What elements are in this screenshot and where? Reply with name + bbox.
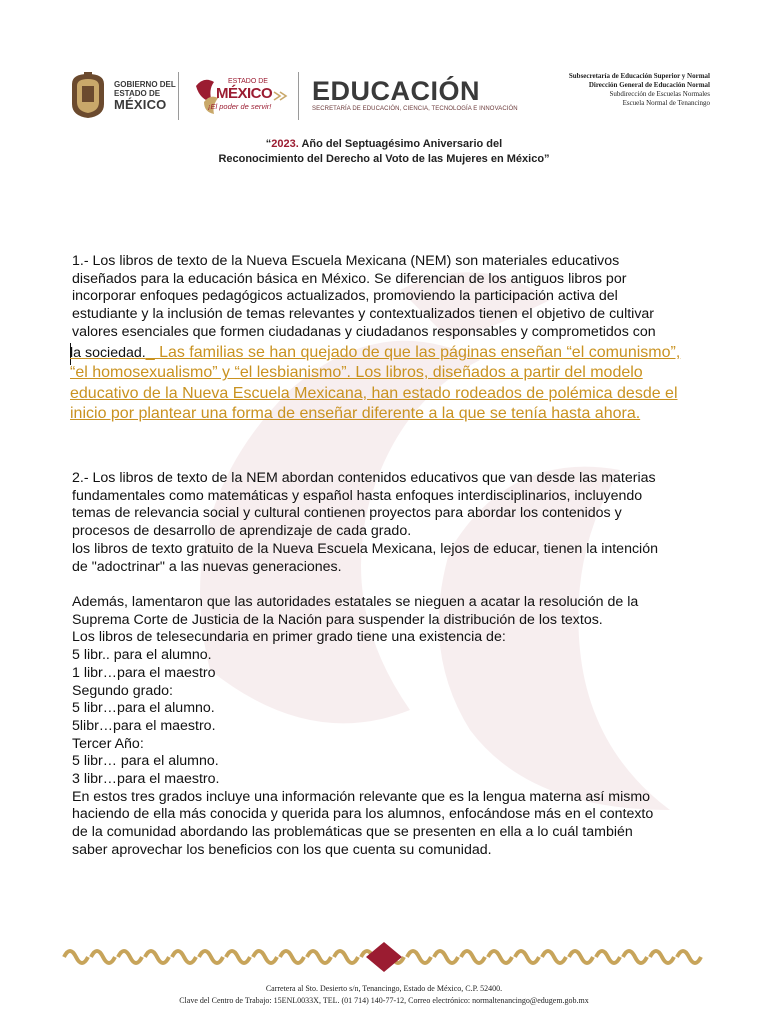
ornament-swirl [461,951,485,963]
highlight-line: inicio por plantear una forma de enseñar diferente a la que se tenía hasta ahora. [70,404,641,422]
text-line: 5 libr…para el alumno. [72,700,215,717]
gob-line-1: GOBIERNO DEL [114,80,176,89]
text-line: diseñados para la educación básica en México. Se diferencian de los antiguos libros por [72,270,627,287]
ornament-swirl [64,951,88,963]
text-line: saber aprovechar los beneficios con los que cuenta su comunidad. [72,841,492,858]
ornament-swirl [199,951,223,963]
highlighted-edit [70,343,720,424]
section-2-text [72,470,712,576]
text-line: Además, lamentaron que las autoridades estatales se nieguen a acatar la resolución de la [72,594,639,610]
text-line: Suprema Corte de Justicia de la Nación para suspender la distribución de los textos. [72,611,603,628]
estado-mexico-label: MÉXICO [216,85,273,102]
text-line: Los libros de telesecundaria en primer grado tiene una existencia de: [72,629,506,646]
text-line: 5libr…para el maestro. [72,717,216,734]
org-line: Dirección General de Educación Normal [588,81,710,89]
text-line: En estos tres grados incluye una información relevante que es la lengua materna así mismo [72,788,651,805]
lead-in-text: la sociedad. [70,345,146,361]
motto-year: 2023. [271,138,299,150]
text-line: de la comunidad abordando las problemáticas que se presenten en ella a lo cuál también [72,824,633,841]
ornament-swirl [596,951,620,963]
text-line: los libros de texto gratuito de la Nueva Escuela Mexicana, lejos de educar, tienen la intención [72,540,658,557]
organization-hierarchy [569,72,710,108]
gob-line-3: MÉXICO [114,97,167,112]
highlight-line: _ Las familias se han quejado de que las páginas enseñan “el comunismo”, [145,344,681,361]
divider [178,72,179,120]
motto-line-2: Reconocimiento del Derecho al Voto de las Mujeres en México” [218,153,550,165]
ornament-swirl [145,951,169,963]
ornament-swirl [542,951,566,963]
text-line: 5 libr… para el alumno. [72,753,219,770]
ornament-swirl [407,951,431,963]
estado-slogan: ¡El poder de servir! [208,102,272,111]
ornament-swirl [253,951,277,963]
footer-ornament-band [62,940,706,974]
text-line: 1 libr…para el maestro [72,664,216,681]
ornament-swirl [280,951,304,963]
education-subtitle: SECRETARÍA DE EDUCACIÓN, CIENCIA, TECNOLOGÍA E INNOVACIÓN [312,106,518,112]
ornament-swirl [569,951,593,963]
education-title: EDUCACIÓN [312,76,481,106]
text-line: Segundo grado: [72,682,173,699]
footer-contact: Clave del Centro de Trabajo: 15ENL0033X, TEL. (01 714) 140-77-12, Correo electrónico: normaltenancingo@edugem.gob.mx [179,996,589,1005]
text-line: de "adoctrinar" a las nuevas generaciones. [72,558,342,575]
divider [298,72,299,120]
text-line: 2.- Los libros de texto de la NEM abordan contenidos educativos que van desde las materias [72,470,656,486]
section-3-text [72,594,712,860]
highlight-line: educativo de la Nueva Escuela Mexicana, han estado rodeados de polémica desde el [70,384,678,402]
ornament-swirl [650,951,674,963]
org-line: Subsecretaría de Educación Superior y Normal [568,72,710,80]
ornament-swirl [91,951,115,963]
ornament-swirl [623,951,647,963]
section-1-text [72,253,712,342]
ornament-swirl [118,951,142,963]
ornament-swirl [226,951,250,963]
footer-address: Carretera al Sto. Desierto s/n, Tenancingo, Estado de México, C.P. 52400. [265,984,503,993]
motto-line-1: Año del Septuagésimo Aniversario del [298,138,503,150]
ornament-swirl [488,951,512,963]
text-line: fundamentales como matemáticas y español hasta enfoques interdisciplinarios, incluyendo [72,487,643,504]
state-government-name [114,80,176,112]
motto-quote: “ [265,138,272,150]
text-line: estudiante y la inclusión de temas relevantes y contextualizados tienen el objetivo de cultivar [72,306,655,323]
ornament-swirl [172,951,196,963]
text-line: 5 libr.. para el alumno. [72,647,212,664]
text-line: temas de relevancia social y cultural contienen proyectos para abordar los contenidos y [72,505,622,522]
org-line: Subdirección de Escuelas Normales [609,90,710,98]
ornament-swirl [515,951,539,963]
ornament-swirl [334,951,358,963]
estado-small-label: ESTADO DE [228,78,268,85]
letterhead [60,66,710,126]
text-line: Tercer Año: [72,735,144,752]
year-motto [0,137,768,167]
highlight-line: “el homosexualismo” y “el lesbianismo”. Los libros, diseñados a partir del modelo [70,364,643,382]
ornament-center-diamond [366,942,402,972]
text-line: 3 libr…para el maestro. [72,771,220,788]
state-seal-icon [68,70,108,120]
text-line: valores esenciales que formen ciudadanas y ciudadanos responsables y comprometidos con [72,323,656,340]
text-line: haciendo de ella más conocida y querida para los alumnos, enfocándose más en el contexto [72,806,654,823]
ornament-swirl [677,951,701,963]
text-line: procesos de desarrollo de aprendizaje de cada grado. [72,523,412,540]
ornament-swirl [434,951,458,963]
org-line: Escuela Normal de Tenancingo [622,99,710,107]
gob-line-2: ESTADO DE [114,89,161,98]
text-line: incorporar enfoques pedagógicos actualizados, promoviendo la participación activa del [72,288,618,305]
ornament-swirl [307,951,331,963]
text-line: 1.- Los libros de texto de la Nueva Escuela Mexicana (NEM) son materiales educativos [72,253,620,269]
